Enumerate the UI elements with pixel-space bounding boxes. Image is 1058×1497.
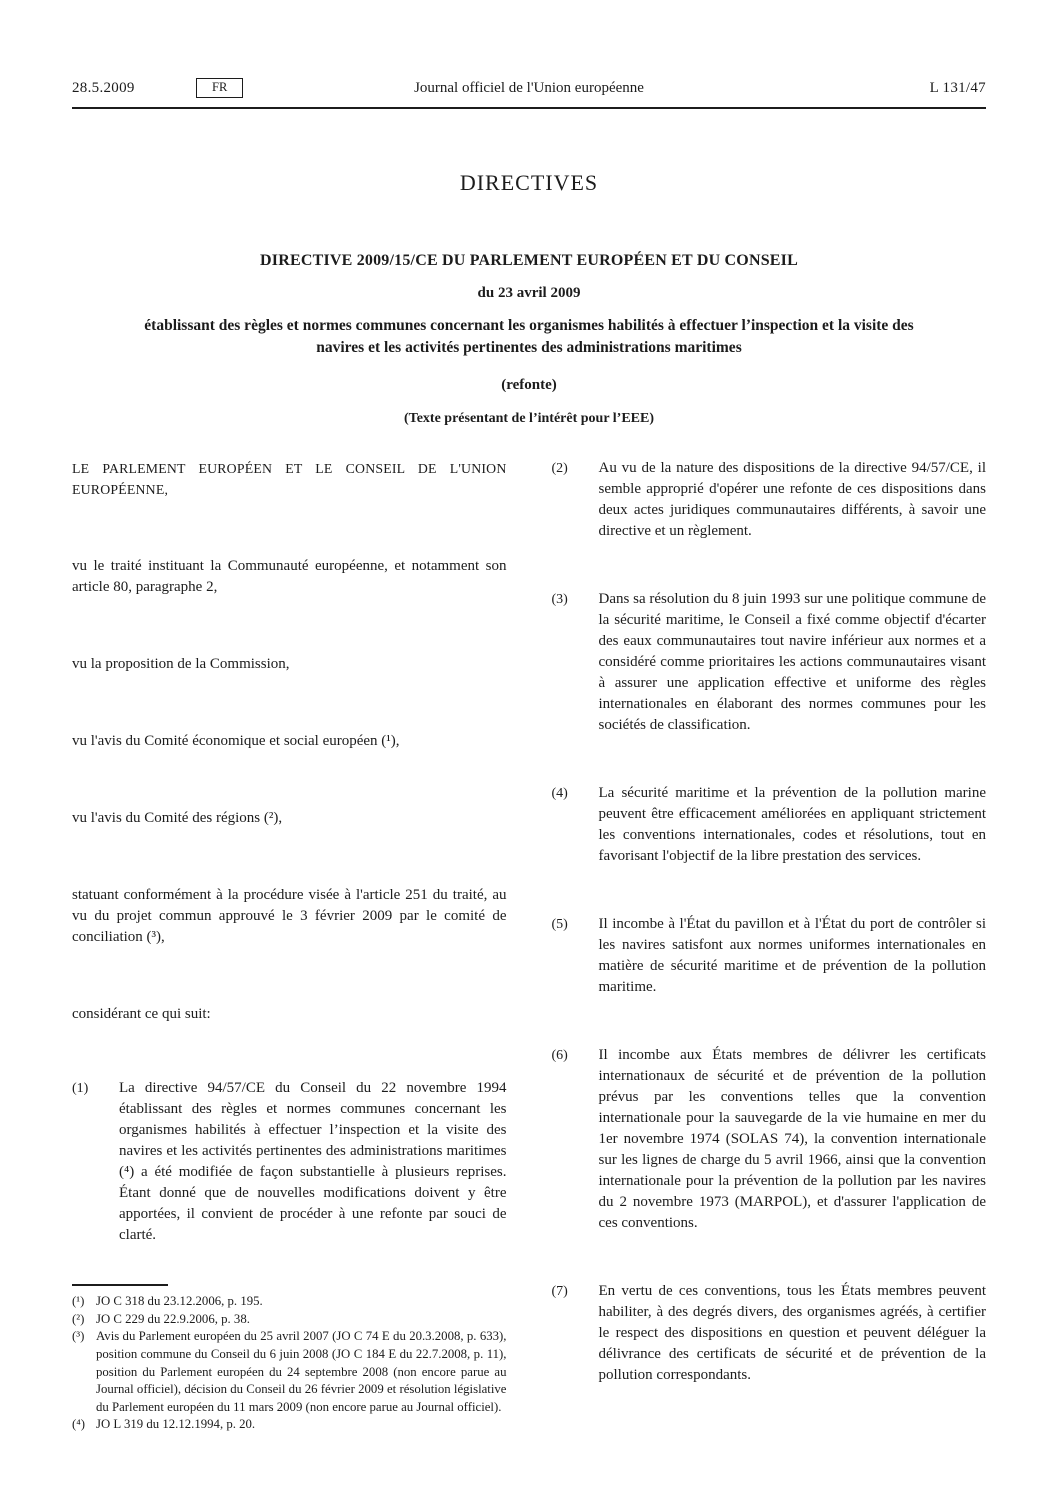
two-column-body [72, 458, 986, 1438]
recital-number: (1) [72, 1080, 89, 1096]
page-header [72, 76, 986, 100]
directive-date-line: du 23 avril 2009 [477, 285, 581, 301]
citation-procedure: statuant conformément à la procédure visée à l'article 251 du traité, au vu du projet commun approuvé le 3 février 2009 par le comité de conciliation (³), [72, 886, 507, 945]
recital-number: (5) [551, 916, 568, 932]
citation-eesc-opinion: vu l'avis du Comité économique et social européen (¹), [72, 732, 400, 749]
footnote-number: (²) [72, 1311, 85, 1326]
language-badge: FR [196, 78, 243, 98]
recital-number: (3) [551, 591, 568, 607]
recital-5 [552, 914, 987, 998]
recital-number: (4) [551, 785, 568, 801]
citation-cor-opinion: vu l'avis du Comité des régions (²), [72, 809, 283, 826]
recital-text: Dans sa résolution du 8 juin 1993 sur une politique commune de la sécurité maritime, le Conseil a fixé comme objectif d'écarter des eaux communautaires tout navire inférieur aux normes et a considéré comme prioritaires les actions communautaires visant à assurer une application effective et uniforme des règles internationales en élaborant des normes communes pour les sociétés de classification. [598, 590, 986, 733]
footnote-number: (³) [72, 1329, 85, 1344]
recital-text: En vertu de ces conventions, tous les États membres peuvent habiliter, à des degrés divers, des organismes agréés, à certifier le respect des dispositions en question et peuvent déléguer la délivrance des certificats de sécurité et de prévention de la pollution correspondants. [598, 1282, 986, 1383]
page-reference: L 131/47 [929, 79, 986, 96]
footnote-text: JO C 229 du 22.9.2006, p. 38. [96, 1311, 250, 1326]
footnote-2 [72, 1311, 507, 1329]
recital-text: Au vu de la nature des dispositions de la directive 94/57/CE, il semble approprié d'opérer une refonte de ces dispositions dans deux actes juridiques communautaires différents, à savoir une directive et un règlement. [598, 459, 986, 539]
citation-commission-proposal: vu la proposition de la Commission, [72, 655, 290, 672]
directive-title: DIRECTIVE 2009/15/CE DU PARLEMENT EUROPÉEN ET DU CONSEIL [260, 252, 798, 269]
footnote-text: JO C 318 du 23.12.2006, p. 195. [96, 1294, 263, 1309]
eea-relevance-note: (Texte présentant de l’intérêt pour l’EEE) [403, 410, 655, 426]
right-column [552, 458, 987, 1438]
footnote-number: (¹) [72, 1294, 85, 1309]
footnote-text: Avis du Parlement européen du 25 avril 2007 (JO C 74 E du 20.3.2008, p. 633), position commune du Conseil du 6 juin 2008 (JO C 184 E du 22.7.2008, p. 11), position du Parlement européen du 24 septembre 2008 (non encore parue au Journal officiel), décision du Conseil du 26 février 2009 et résolution législative du Parlement européen du 11 mars 2009 (non encore parue au Journal officiel). [96, 1329, 507, 1414]
preamble-opening: LE PARLEMENT EUROPÉEN ET LE CONSEIL DE L'UNION EUROPÉENNE, [72, 460, 507, 497]
recital-7 [552, 1281, 987, 1386]
recital-2 [552, 458, 987, 542]
recital-6 [552, 1045, 987, 1234]
citation-treaty: vu le traité instituant la Communauté européenne, et notamment son article 80, paragraphe 2, [72, 557, 507, 595]
recital-4 [552, 783, 987, 867]
section-title: DIRECTIVES [459, 170, 599, 195]
recital-3 [552, 589, 987, 736]
directive-subject: établissant des règles et normes communes concernant les organismes habilités à effectuer l’inspection et la visite des navires et les activités pertinentes des administrations maritimes [144, 317, 914, 357]
footnote-1 [72, 1293, 507, 1311]
header-rule [72, 107, 986, 109]
recital-text: Il incombe aux États membres de délivrer les certificats internationaux de sécurité et de prévention de la pollution prévus par les conventions telles que la convention internationale pour la sauvegarde de la vie humaine en mer du 1er novembre 1974 (SOLAS 74), la convention internationale sur les lignes de charge du 5 avril 1966, ainsi que la convention internationale pour la prévention de la pollution par les navires du 2 novembre 1973 (MARPOL), et d'assurer l'application de ces conventions. [598, 1046, 986, 1231]
recital-text: Il incombe à l'État du pavillon et à l'État du port de contrôler si les navires satisfont aux normes uniformes internationales en matière de sécurité maritime et de prévention de la pollution maritime. [598, 915, 986, 995]
recital-text: La sécurité maritime et la prévention de la pollution marine peuvent être efficacement améliorées en appliquant strictement les conventions internationales, codes et résolutions, tout en favorisant l'objectif de la libre prestation des services. [598, 784, 986, 864]
considering-line: considérant ce qui suit: [72, 1005, 211, 1022]
directive-title-block [72, 252, 986, 427]
left-column [72, 458, 507, 1438]
recital-1 [72, 1078, 507, 1246]
issue-date: 28.5.2009 [72, 79, 135, 96]
footnote-4 [72, 1416, 507, 1434]
footnote-separator [72, 1284, 168, 1286]
recital-number: (2) [551, 460, 568, 476]
recital-text: La directive 94/57/CE du Conseil du 22 novembre 1994 établissant des règles et normes communes concernant les organismes habilités à effectuer l’inspection et la visite des navires et les activités pertinentes des administrations maritimes (⁴) a été modifiée de façon substantielle à plusieurs reprises. Étant donné que de nouvelles modifications doivent y être apportées, il convient de procéder à une refonte par souci de clarté. [119, 1079, 507, 1243]
journal-title: Journal officiel de l'Union européenne [414, 79, 644, 96]
footnote-text: JO L 319 du 12.12.1994, p. 20. [96, 1417, 256, 1432]
footnotes-block [72, 1284, 507, 1438]
recital-number: (7) [551, 1283, 568, 1299]
footnote-3 [72, 1328, 507, 1416]
recast-note: (refonte) [501, 376, 557, 393]
footnote-number: (⁴) [72, 1417, 85, 1432]
recital-number: (6) [551, 1047, 568, 1063]
